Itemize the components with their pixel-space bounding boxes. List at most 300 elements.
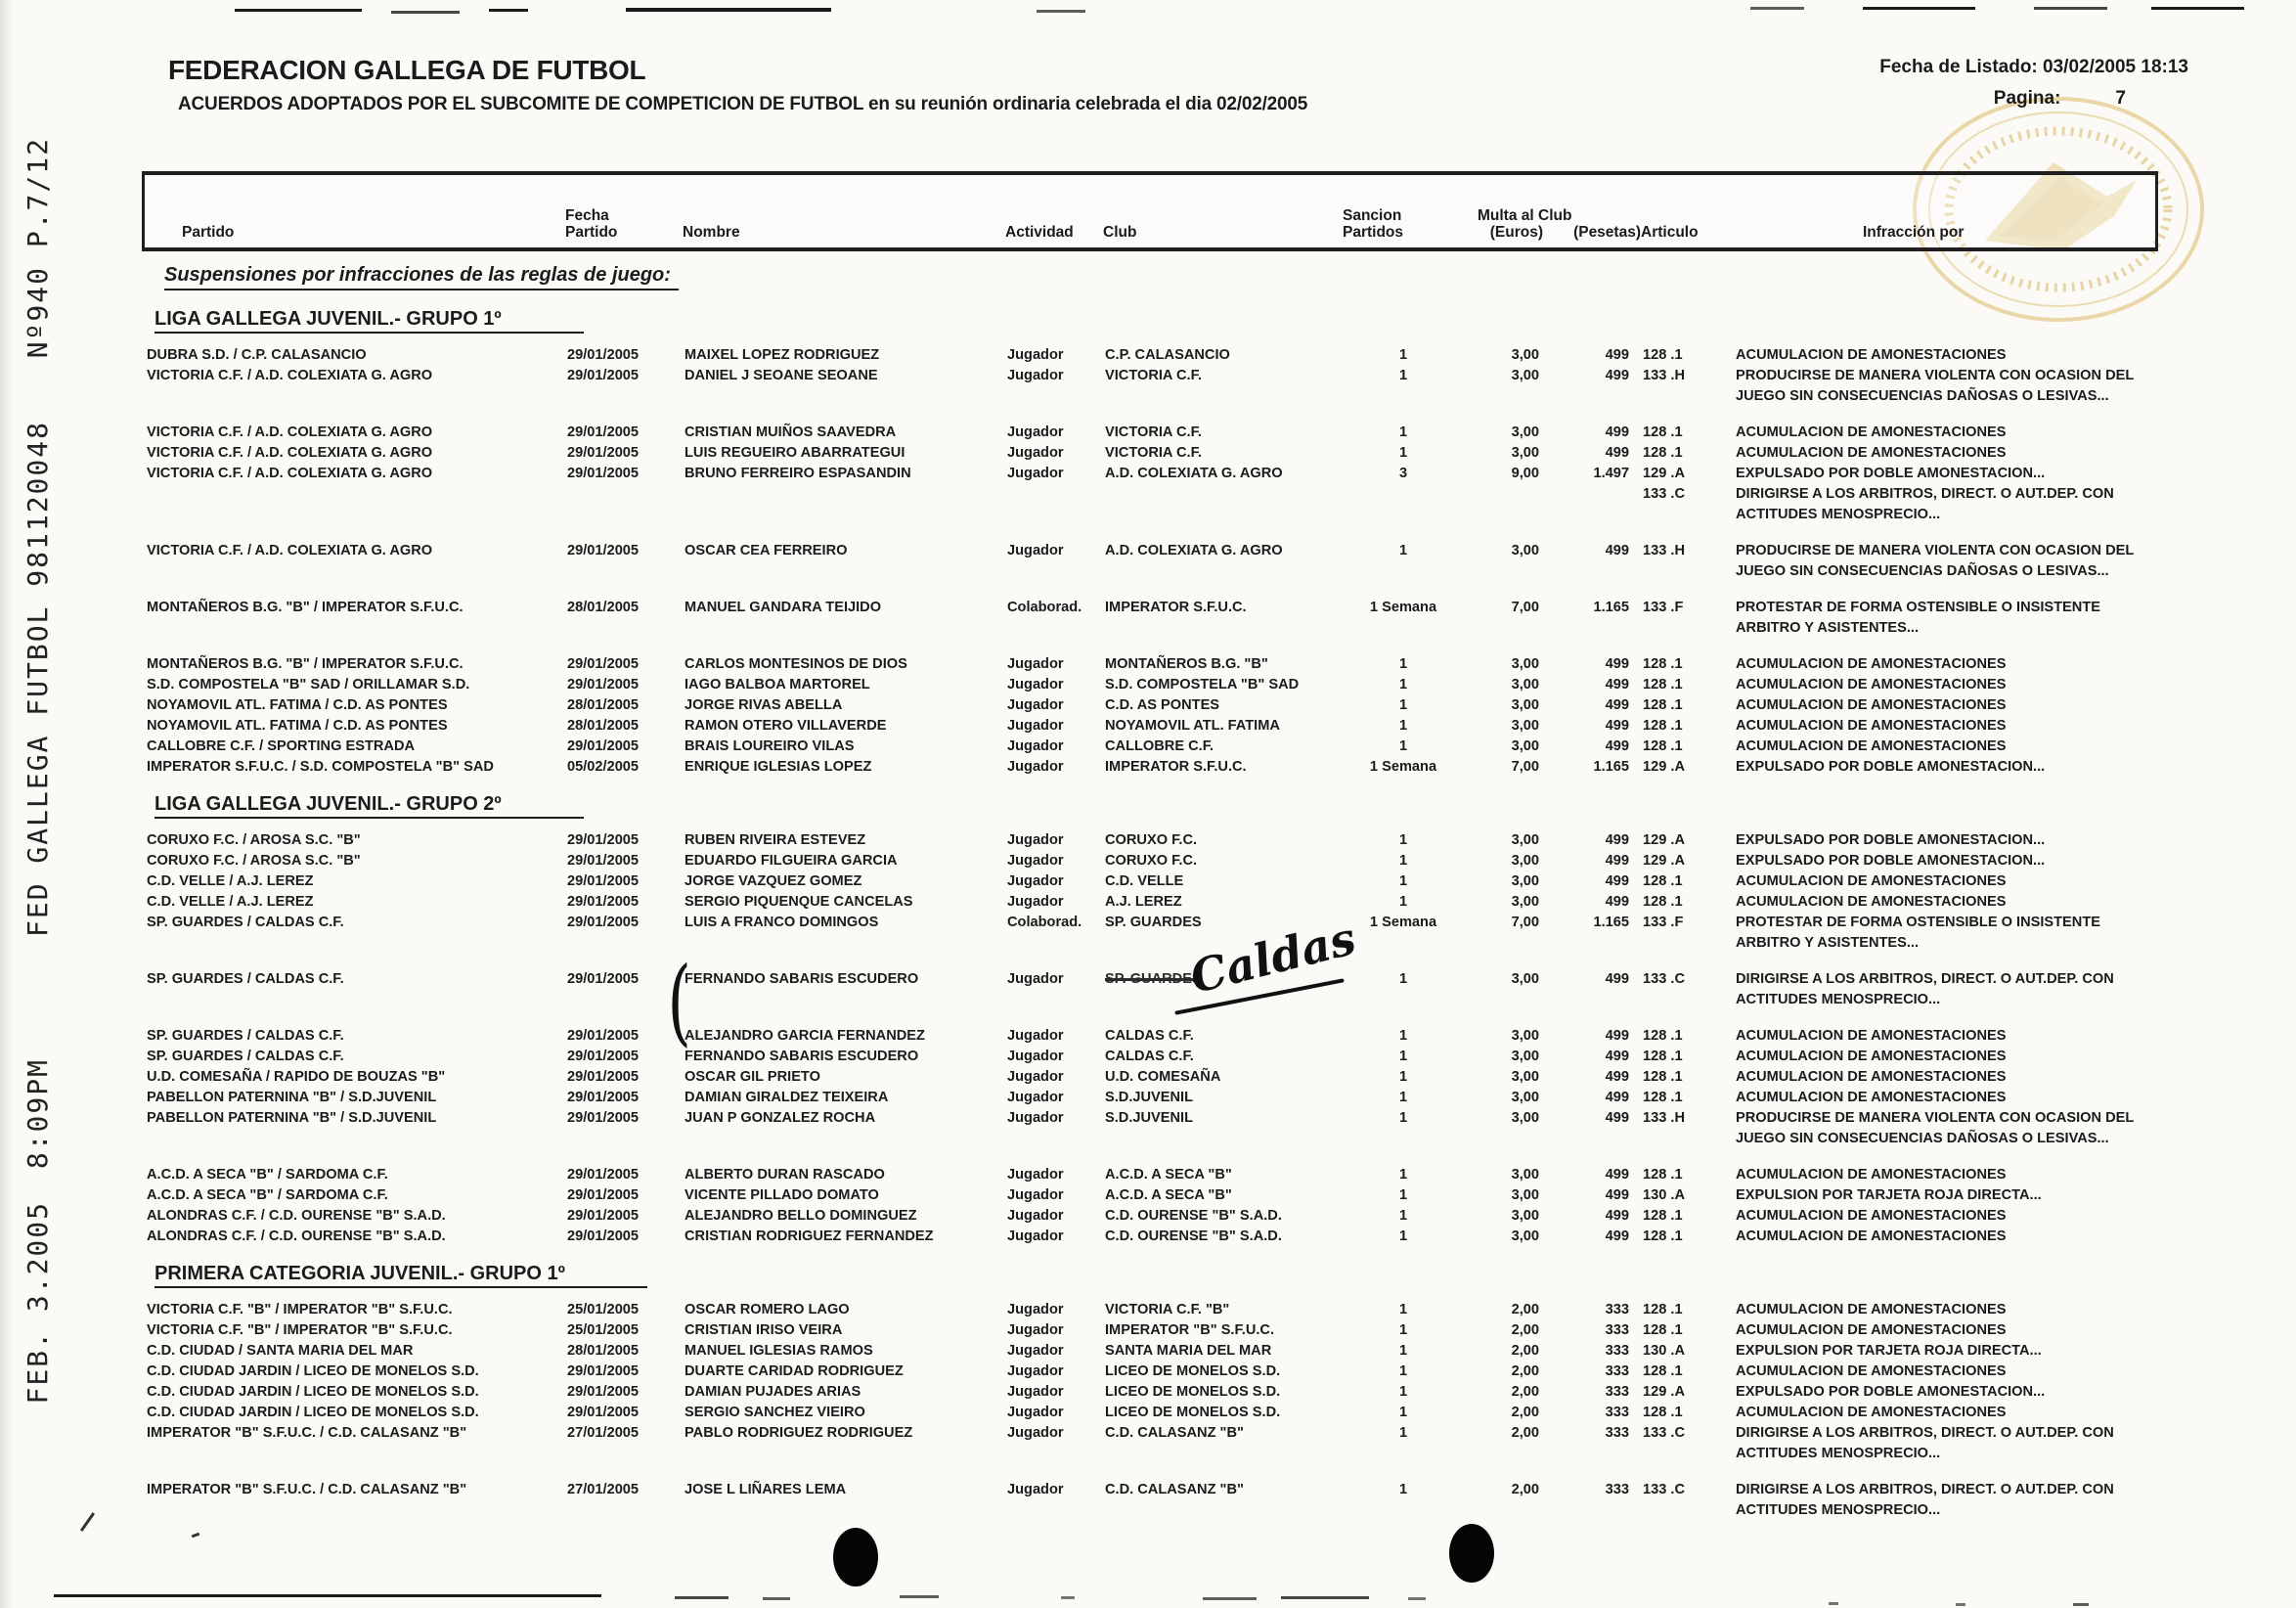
cell-sancion-partidos: 1: [1398, 738, 1408, 754]
cell-sancion-partidos: 1: [1398, 971, 1408, 987]
cell-nombre: JORGE VAZQUEZ GOMEZ: [684, 873, 862, 889]
cell-articulo-infraccion: [1643, 1480, 2151, 1521]
cell-actividad: Jugador: [1007, 1090, 1064, 1105]
table-row: [147, 716, 2171, 737]
scan-artifact: [900, 1595, 939, 1598]
articulo-value: 128 .1: [1643, 1090, 1683, 1105]
cell-articulo-infraccion: [1643, 541, 2151, 582]
cell-multa-pesetas: 499: [1605, 1049, 1629, 1064]
cell-multa-pesetas: 499: [1605, 424, 1629, 440]
group-heading: [155, 308, 2171, 331]
cell-articulo-infraccion: [1643, 1026, 2151, 1047]
articulo-value: 130 .A: [1643, 1343, 1685, 1359]
cell-partido: C.D. VELLE / A.J. LEREZ: [147, 873, 314, 889]
cell-nombre: PABLO RODRIGUEZ RODRIGUEZ: [684, 1425, 913, 1441]
cell-multa-euros: 3,00: [1511, 1069, 1539, 1085]
cell-partido: VICTORIA C.F. "B" / IMPERATOR "B" S.F.U.C.: [147, 1302, 453, 1318]
cell-fecha-partido: 29/01/2005: [567, 1228, 640, 1244]
cell-multa-pesetas: 499: [1605, 445, 1629, 461]
cell-fecha-partido: 29/01/2005: [567, 1363, 640, 1379]
cell-articulo-infraccion: [1643, 1300, 2151, 1320]
cell-fecha-partido: 29/01/2005: [567, 466, 640, 481]
scan-artifact: [675, 1596, 729, 1599]
infraccion-text: ACUMULACION DE AMONESTACIONES: [1736, 1090, 2007, 1105]
cell-nombre: DAMIAN PUJADES ARIAS: [684, 1384, 861, 1400]
table-row: [147, 892, 2171, 913]
cell-sancion-partidos: 1: [1398, 1322, 1408, 1338]
cell-multa-pesetas: 1.165: [1593, 915, 1629, 930]
cell-articulo-infraccion: [1643, 1185, 2151, 1206]
cell-articulo-infraccion: [1643, 598, 2151, 639]
cell-fecha-partido: 29/01/2005: [567, 1208, 640, 1224]
infraccion-text: PRODUCIRSE DE MANERA VIOLENTA CON OCASION DEL JUEGO SIN CONSECUENCIAS DAÑOSAS O LESIVAS...: [1736, 543, 2135, 579]
cell-multa-euros: 3,00: [1511, 1208, 1539, 1224]
cell-nombre: OSCAR CEA FERREIRO: [684, 543, 848, 558]
cell-nombre: IAGO BALBOA MARTOREL: [684, 677, 870, 692]
cell-actividad: Jugador: [1007, 445, 1064, 461]
cell-multa-pesetas: 499: [1605, 738, 1629, 754]
section-title: Suspensiones por infracciones de las reglas de juego:: [164, 264, 679, 290]
fax-margin-sender: FED GALLEGA FUTBOL 981120048: [22, 421, 54, 938]
articulo-value: 128 .1: [1643, 347, 1683, 363]
cell-multa-euros: 3,00: [1511, 1110, 1539, 1126]
infraccion-text: ACUMULACION DE AMONESTACIONES: [1736, 1208, 2007, 1224]
cell-fecha-partido: 25/01/2005: [567, 1302, 640, 1318]
cell-fecha-partido: 29/01/2005: [567, 971, 640, 987]
cell-nombre: CARLOS MONTESINOS DE DIOS: [684, 656, 907, 672]
cell-actividad: Colaborad.: [1007, 600, 1082, 615]
cell-multa-euros: 2,00: [1511, 1482, 1539, 1497]
cell-actividad: Colaborad.: [1007, 915, 1082, 930]
cell-club: CORUXO F.C.: [1105, 853, 1198, 869]
cell-multa-pesetas: 333: [1605, 1405, 1629, 1420]
cell-nombre: CRISTIAN RODRIGUEZ FERNANDEZ: [684, 1228, 934, 1244]
cell-partido: U.D. COMESAÑA / RAPIDO DE BOUZAS "B": [147, 1069, 446, 1085]
articulo-value: 129 .A: [1643, 759, 1685, 775]
cell-partido: SP. GUARDES / CALDAS C.F.: [147, 971, 344, 987]
articulo-value: 128 .1: [1643, 1049, 1683, 1064]
fecha-listado: [1879, 57, 2188, 78]
cell-actividad: Jugador: [1007, 1384, 1064, 1400]
cell-actividad: Jugador: [1007, 1228, 1064, 1244]
table-row: [147, 423, 2171, 443]
cell-partido: VICTORIA C.F. / A.D. COLEXIATA G. AGRO: [147, 368, 433, 383]
cell-actividad: Jugador: [1007, 1167, 1064, 1183]
infraccion-text: EXPULSADO POR DOBLE AMONESTACION...: [1736, 759, 2046, 775]
cell-sancion-partidos: 1: [1398, 894, 1408, 910]
cell-multa-pesetas: 499: [1605, 347, 1629, 363]
cell-multa-pesetas: 333: [1605, 1322, 1629, 1338]
infraccion-text: ACUMULACION DE AMONESTACIONES: [1736, 1363, 2007, 1379]
cell-fecha-partido: 29/01/2005: [567, 1405, 640, 1420]
cell-partido: SP. GUARDES / CALDAS C.F.: [147, 915, 344, 930]
infraccion-text: ACUMULACION DE AMONESTACIONES: [1736, 445, 2007, 461]
infraccion-text: EXPULSADO POR DOBLE AMONESTACION...: [1736, 853, 2046, 869]
cell-sancion-partidos: 1 Semana: [1369, 915, 1437, 930]
cell-sancion-partidos: 1: [1398, 873, 1408, 889]
cell-nombre: RUBEN RIVEIRA ESTEVEZ: [684, 832, 866, 848]
articulo-value: 129 .A: [1643, 466, 1685, 481]
table-row: [147, 695, 2171, 716]
cell-club: VICTORIA C.F.: [1105, 368, 1202, 383]
cell-multa-pesetas: 499: [1605, 543, 1629, 558]
col-pesetas: (Pesetas): [1573, 224, 1641, 241]
league-group: [147, 793, 2171, 1247]
infraccion-text: ACUMULACION DE AMONESTACIONES: [1736, 1405, 2007, 1420]
cell-fecha-partido: 29/01/2005: [567, 656, 640, 672]
cell-sancion-partidos: 1: [1398, 543, 1408, 558]
cell-club: SANTA MARIA DEL MAR: [1105, 1343, 1272, 1359]
scan-artifact: [626, 8, 831, 12]
cell-articulo-infraccion: [1643, 851, 2151, 871]
cell-nombre: MANUEL IGLESIAS RAMOS: [684, 1343, 873, 1359]
cell-sancion-partidos: 1: [1398, 1110, 1408, 1126]
cell-sancion-partidos: 1: [1398, 1049, 1408, 1064]
cell-multa-euros: 2,00: [1511, 1302, 1539, 1318]
cell-actividad: Jugador: [1007, 894, 1064, 910]
cell-multa-euros: 3,00: [1511, 368, 1539, 383]
articulo-value: 130 .A: [1643, 1187, 1685, 1203]
cell-multa-euros: 3,00: [1511, 1028, 1539, 1044]
cell-partido: MONTAÑEROS B.G. "B" / IMPERATOR S.F.U.C.: [147, 656, 464, 672]
infraccion-text: ACUMULACION DE AMONESTACIONES: [1736, 1167, 2007, 1183]
infraccion-text: ACUMULACION DE AMONESTACIONES: [1736, 894, 2007, 910]
infraccion-text: ACUMULACION DE AMONESTACIONES: [1736, 1028, 2007, 1044]
cell-multa-euros: 3,00: [1511, 656, 1539, 672]
cell-sancion-partidos: 1: [1398, 1405, 1408, 1420]
cell-club: C.D. CALASANZ "B": [1105, 1482, 1244, 1497]
cell-sancion-partidos: 1: [1398, 347, 1408, 363]
cell-nombre: BRUNO FERREIRO ESPASANDIN: [684, 466, 911, 481]
cell-multa-pesetas: 499: [1605, 1187, 1629, 1203]
cell-articulo-infraccion: [1643, 969, 2151, 1010]
cell-actividad: Jugador: [1007, 1405, 1064, 1420]
scan-artifact: [763, 1597, 790, 1600]
cell-nombre: ALBERTO DURAN RASCADO: [684, 1167, 885, 1183]
cell-sancion-partidos: 1: [1398, 1167, 1408, 1183]
cell-club: C.D. OURENSE "B" S.A.D.: [1105, 1228, 1282, 1244]
articulo-value: 133 .C: [1643, 486, 1685, 502]
infraccion-text: ACUMULACION DE AMONESTACIONES: [1736, 656, 2007, 672]
articulo-value: 128 .1: [1643, 424, 1683, 440]
scan-artifact: [2151, 7, 2244, 10]
cell-sancion-partidos: 1: [1398, 368, 1408, 383]
cell-multa-pesetas: 499: [1605, 677, 1629, 692]
cell-club: VICTORIA C.F.: [1105, 424, 1202, 440]
table-row: [147, 871, 2171, 892]
table-row: [147, 913, 2171, 954]
cell-articulo-infraccion: [1643, 892, 2151, 913]
cell-articulo-infraccion: [1643, 695, 2151, 716]
cell-actividad: Jugador: [1007, 543, 1064, 558]
cell-nombre: OSCAR GIL PRIETO: [684, 1069, 820, 1085]
cell-fecha-partido: 29/01/2005: [567, 873, 640, 889]
col-sancion-partidos: Sancion Partidos: [1343, 207, 1404, 241]
scan-artifact: [1037, 10, 1085, 13]
infraccion-text: EXPULSION POR TARJETA ROJA DIRECTA...: [1736, 1187, 2042, 1203]
infraccion-text: ACUMULACION DE AMONESTACIONES: [1736, 1049, 2007, 1064]
cell-fecha-partido: 29/01/2005: [567, 1110, 640, 1126]
cell-multa-euros: 3,00: [1511, 853, 1539, 869]
cell-partido: A.C.D. A SECA "B" / SARDOMA C.F.: [147, 1167, 388, 1183]
cell-club: LICEO DE MONELOS S.D.: [1105, 1363, 1281, 1379]
cell-nombre: JOSE L LIÑARES LEMA: [684, 1482, 847, 1497]
cell-fecha-partido: 29/01/2005: [567, 1187, 640, 1203]
articulo-value: 129 .A: [1643, 832, 1685, 848]
cell-club: MONTAÑEROS B.G. "B": [1105, 656, 1268, 672]
cell-multa-euros: 3,00: [1511, 424, 1539, 440]
cell-club: C.D. CALASANZ "B": [1105, 1425, 1244, 1441]
cell-club: C.P. CALASANCIO: [1105, 347, 1230, 363]
infraccion-text: ACUMULACION DE AMONESTACIONES: [1736, 738, 2007, 754]
cell-sancion-partidos: 1: [1398, 1208, 1408, 1224]
cell-partido: C.D. CIUDAD JARDIN / LICEO DE MONELOS S.D.: [147, 1363, 479, 1379]
col-multa-al-club: Multa al Club (Euros) (Pesetas): [1460, 175, 1641, 247]
cell-nombre: ALEJANDRO GARCIA FERNANDEZ: [684, 1028, 925, 1044]
fax-margin-time: 8:09PM: [22, 1058, 54, 1170]
scan-artifact: [1203, 1597, 1257, 1600]
cell-partido: ALONDRAS C.F. / C.D. OURENSE "B" S.A.D.: [147, 1208, 446, 1224]
cell-nombre: DANIEL J SEOANE SEOANE: [684, 368, 878, 383]
scan-artifact: [1863, 7, 1975, 10]
cell-fecha-partido: 29/01/2005: [567, 368, 640, 383]
cell-partido: C.D. CIUDAD JARDIN / LICEO DE MONELOS S.D.: [147, 1384, 479, 1400]
cell-articulo-infraccion: [1643, 1047, 2151, 1067]
cell-articulo-infraccion: [1643, 443, 2151, 464]
cell-multa-pesetas: 499: [1605, 1028, 1629, 1044]
scan-artifact: [1956, 1603, 1965, 1606]
cell-multa-pesetas: 333: [1605, 1302, 1629, 1318]
cell-sancion-partidos: 1: [1398, 697, 1408, 713]
table-row: [147, 1165, 2171, 1185]
league-group: [147, 308, 2171, 778]
cell-multa-pesetas: 499: [1605, 1208, 1629, 1224]
cell-partido: VICTORIA C.F. / A.D. COLEXIATA G. AGRO: [147, 424, 433, 440]
cell-multa-pesetas: 499: [1605, 1069, 1629, 1085]
infraccion-text: ACUMULACION DE AMONESTACIONES: [1736, 424, 2007, 440]
cell-partido: PABELLON PATERNINA "B" / S.D.JUVENIL: [147, 1110, 437, 1126]
cell-partido: DUBRA S.D. / C.P. CALASANCIO: [147, 347, 367, 363]
cell-sancion-partidos: 1: [1398, 1384, 1408, 1400]
scan-artifact: [489, 9, 528, 12]
cell-articulo-infraccion: [1643, 1320, 2151, 1341]
cell-multa-euros: 9,00: [1511, 466, 1539, 481]
cell-actividad: Jugador: [1007, 853, 1064, 869]
articulo-value: 128 .1: [1643, 1028, 1683, 1044]
cell-articulo-infraccion: [1643, 1423, 2151, 1464]
cell-sancion-partidos: 1: [1398, 832, 1408, 848]
cell-articulo-infraccion: [1643, 345, 2151, 366]
cell-partido: IMPERATOR "B" S.F.U.C. / C.D. CALASANZ "B": [147, 1425, 467, 1441]
pagina-value: 7: [2115, 88, 2126, 109]
cell-partido: A.C.D. A SECA "B" / SARDOMA C.F.: [147, 1187, 388, 1203]
cell-nombre: VICENTE PILLADO DOMATO: [684, 1187, 879, 1203]
cell-sancion-partidos: 1: [1398, 1363, 1408, 1379]
table-row: [147, 1300, 2171, 1320]
cell-fecha-partido: 29/01/2005: [567, 677, 640, 692]
cell-club: S.D. COMPOSTELA "B" SAD: [1105, 677, 1300, 692]
group-heading-text: PRIMERA CATEGORIA JUVENIL.- GRUPO 1º: [155, 1263, 647, 1288]
cell-articulo-infraccion: [1643, 871, 2151, 892]
cell-nombre: FERNANDO SABARIS ESCUDERO (: [667, 947, 919, 1056]
cell-multa-euros: 2,00: [1511, 1322, 1539, 1338]
cell-partido: C.D. CIUDAD JARDIN / LICEO DE MONELOS S.D.: [147, 1405, 479, 1420]
col-fecha-partido: Fecha Partido: [565, 207, 618, 241]
cell-club: S.D.JUVENIL: [1105, 1110, 1194, 1126]
table-row: [147, 737, 2171, 757]
cell-multa-pesetas: 499: [1605, 697, 1629, 713]
cell-partido: CORUXO F.C. / AROSA S.C. "B": [147, 853, 361, 869]
pen-mark: [80, 1512, 95, 1532]
cell-fecha-partido: 29/01/2005: [567, 1090, 640, 1105]
table-header: [142, 172, 2158, 250]
cell-partido: IMPERATOR S.F.U.C. / S.D. COMPOSTELA "B" SAD: [147, 759, 494, 775]
cell-sancion-partidos: 1: [1398, 1302, 1408, 1318]
document-title: FEDERACION GALLEGA DE FUTBOL: [168, 55, 646, 85]
cell-actividad: Jugador: [1007, 1069, 1064, 1085]
cell-nombre: FERNANDO SABARIS ESCUDERO: [684, 1049, 919, 1064]
cell-multa-euros: 3,00: [1511, 1049, 1539, 1064]
cell-fecha-partido: 29/01/2005: [567, 347, 640, 363]
cell-club: VICTORIA C.F. "B": [1105, 1302, 1230, 1318]
cell-actividad: Jugador: [1007, 677, 1064, 692]
cell-fecha-partido: 29/01/2005: [567, 1028, 640, 1044]
table-row: [147, 443, 2171, 464]
cell-partido: CALLOBRE C.F. / SPORTING ESTRADA: [147, 738, 416, 754]
infraccion-text: ACUMULACION DE AMONESTACIONES: [1736, 1302, 2007, 1318]
cell-multa-pesetas: 499: [1605, 1167, 1629, 1183]
fax-margin-number: Nº940: [22, 266, 54, 359]
cell-actividad: Jugador: [1007, 1028, 1064, 1044]
table-row: [147, 1423, 2171, 1464]
cell-club: S.D.JUVENIL: [1105, 1090, 1194, 1105]
document-subtitle: ACUERDOS ADOPTADOS POR EL SUBCOMITE DE COMPETICION DE FUTBOL en su reunión ordinaria celebrada el dia 02/02/2005: [178, 94, 1308, 114]
cell-fecha-partido: 29/01/2005: [567, 1069, 640, 1085]
cell-club: VICTORIA C.F.: [1105, 445, 1202, 461]
infraccion-text: DIRIGIRSE A LOS ARBITROS, DIRECT. O AUT.DEP. CON ACTITUDES MENOSPRECIO...: [1736, 971, 2114, 1007]
cell-multa-pesetas: 1.497: [1593, 466, 1629, 481]
articulo-value: 128 .1: [1643, 677, 1683, 692]
cell-club: IMPERATOR "B" S.F.U.C.: [1105, 1322, 1275, 1338]
cell-fecha-partido: 28/01/2005: [567, 600, 640, 615]
cell-actividad: Jugador: [1007, 738, 1064, 754]
table-row: [147, 345, 2171, 366]
infraccion-text: ACUMULACION DE AMONESTACIONES: [1736, 677, 2007, 692]
cell-articulo-infraccion: [1643, 1382, 2151, 1403]
cell-fecha-partido: 29/01/2005: [567, 1167, 640, 1183]
cell-multa-euros: 3,00: [1511, 738, 1539, 754]
infraccion-text: EXPULSADO POR DOBLE AMONESTACION...: [1736, 1384, 2046, 1400]
cell-partido: CORUXO F.C. / AROSA S.C. "B": [147, 832, 361, 848]
cell-multa-euros: 3,00: [1511, 718, 1539, 734]
col-partido: Partido: [182, 224, 235, 241]
cell-club: SP. GUARDES: [1105, 915, 1202, 930]
cell-multa-euros: 2,00: [1511, 1405, 1539, 1420]
table-row: [147, 1382, 2171, 1403]
cell-club: C.D. OURENSE "B" S.A.D.: [1105, 1208, 1282, 1224]
cell-club: CALDAS C.F.: [1105, 1049, 1194, 1064]
cell-articulo-infraccion: [1643, 1088, 2151, 1108]
articulo-value: 129 .A: [1643, 853, 1685, 869]
cell-partido: C.D. CIUDAD / SANTA MARIA DEL MAR: [147, 1343, 414, 1359]
cell-multa-pesetas: 499: [1605, 1110, 1629, 1126]
cell-sancion-partidos: 1: [1398, 1228, 1408, 1244]
cell-partido: NOYAMOVIL ATL. FATIMA / C.D. AS PONTES: [147, 718, 448, 734]
cell-actividad: Jugador: [1007, 1482, 1064, 1497]
cell-multa-euros: 3,00: [1511, 697, 1539, 713]
cell-fecha-partido: 28/01/2005: [567, 718, 640, 734]
cell-fecha-partido: 29/01/2005: [567, 424, 640, 440]
cell-multa-pesetas: 499: [1605, 718, 1629, 734]
cell-partido: MONTAÑEROS B.G. "B" / IMPERATOR S.F.U.C.: [147, 600, 464, 615]
group-heading: [155, 793, 2171, 816]
cell-sancion-partidos: 1: [1398, 1028, 1408, 1044]
cell-partido: PABELLON PATERNINA "B" / S.D.JUVENIL: [147, 1090, 437, 1105]
fecha-listado-label: Fecha de Listado:: [1879, 57, 2038, 77]
cell-articulo-infraccion: [1643, 423, 2151, 443]
cell-sancion-partidos: 1: [1398, 445, 1408, 461]
cell-actividad: Jugador: [1007, 697, 1064, 713]
table-row: [147, 366, 2171, 407]
cell-articulo-infraccion: [1643, 1206, 2151, 1227]
cell-actividad: Jugador: [1007, 368, 1064, 383]
cell-articulo-infraccion: [1643, 654, 2151, 675]
groups: [147, 308, 2171, 1521]
cell-multa-pesetas: 1.165: [1593, 600, 1629, 615]
cell-articulo-infraccion: [1643, 1362, 2151, 1382]
cell-multa-pesetas: 499: [1605, 1090, 1629, 1105]
cell-actividad: Jugador: [1007, 832, 1064, 848]
cell-multa-pesetas: 499: [1605, 873, 1629, 889]
table-row: [147, 1320, 2171, 1341]
cell-multa-pesetas: 499: [1605, 1228, 1629, 1244]
cell-sancion-partidos: 1: [1398, 677, 1408, 692]
cell-actividad: Jugador: [1007, 718, 1064, 734]
table-row: [147, 1047, 2171, 1067]
cell-partido: VICTORIA C.F. / A.D. COLEXIATA G. AGRO: [147, 543, 433, 558]
cell-partido: VICTORIA C.F. "B" / IMPERATOR "B" S.F.U.C.: [147, 1322, 453, 1338]
infraccion-text: DIRIGIRSE A LOS ARBITROS, DIRECT. O AUT.DEP. CON ACTITUDES MENOSPRECIO...: [1736, 486, 2114, 522]
cell-club: C.D. AS PONTES: [1105, 697, 1220, 713]
cell-multa-euros: 3,00: [1511, 1187, 1539, 1203]
cell-actividad: Jugador: [1007, 1425, 1064, 1441]
infraccion-text: DIRIGIRSE A LOS ARBITROS, DIRECT. O AUT.DEP. CON ACTITUDES MENOSPRECIO...: [1736, 1425, 2114, 1461]
cell-actividad: Jugador: [1007, 873, 1064, 889]
articulo-value: 133 .F: [1643, 915, 1684, 930]
cell-fecha-partido: 29/01/2005: [567, 1384, 640, 1400]
articulo-value: 128 .1: [1643, 1302, 1683, 1318]
cell-nombre: MAIXEL LOPEZ RODRIGUEZ: [684, 347, 880, 363]
articulo-value: 128 .1: [1643, 1405, 1683, 1420]
cell-multa-euros: 3,00: [1511, 1228, 1539, 1244]
cell-multa-pesetas: 499: [1605, 368, 1629, 383]
cell-multa-euros: 3,00: [1511, 873, 1539, 889]
cell-articulo-infraccion: [1643, 1227, 2151, 1247]
cell-fecha-partido: 29/01/2005: [567, 738, 640, 754]
table-row: [147, 1067, 2171, 1088]
cell-articulo-infraccion: [1643, 1067, 2151, 1088]
table-row: [147, 1185, 2171, 1206]
infraccion-text: ACUMULACION DE AMONESTACIONES: [1736, 1322, 2007, 1338]
cell-sancion-partidos: 3: [1398, 466, 1408, 481]
cell-club: IMPERATOR S.F.U.C.: [1105, 759, 1247, 775]
scan-artifact: [1061, 1596, 1075, 1599]
col-articulo: Articulo: [1641, 224, 1699, 241]
cell-actividad: Jugador: [1007, 971, 1064, 987]
articulo-value: 128 .1: [1643, 1322, 1683, 1338]
col-actividad: Actividad: [1005, 224, 1074, 241]
cell-nombre: CRISTIAN IRISO VEIRA: [684, 1322, 843, 1338]
